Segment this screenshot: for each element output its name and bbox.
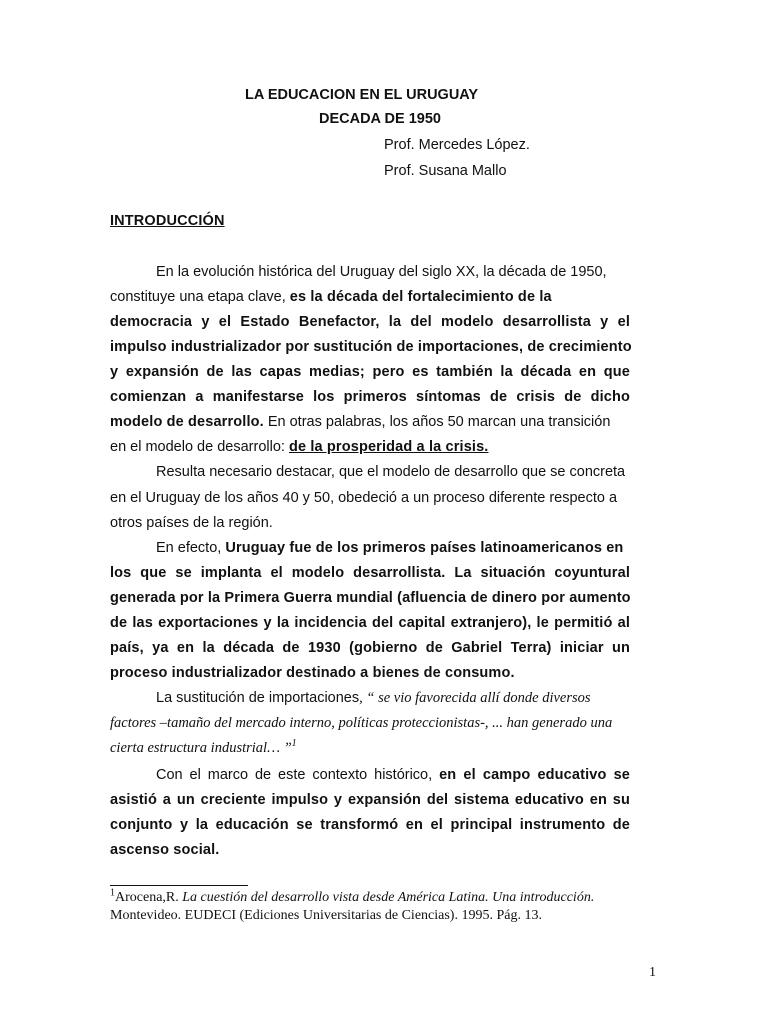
paragraph-line: conjunto y la educación se transformó en el principal instrumento de	[110, 817, 630, 833]
footnote-marker: 1	[110, 887, 115, 899]
footnote-line	[110, 889, 594, 907]
author-name: Prof. Susana Mallo	[384, 163, 507, 179]
document-title: LA EDUCACION EN EL URUGUAY	[245, 87, 479, 103]
bold-text-run: Uruguay fue de los primeros países latinoamericanos en	[225, 540, 624, 556]
paragraph-line: generada por la Primera Guerra mundial (afluencia de dinero por aumento	[110, 590, 631, 606]
paragraph-line: país, ya en la década de 1930 (gobierno de Gabriel Terra) iniciar un	[110, 640, 630, 656]
footnote-line: Montevideo. EUDECI (Ediciones Universitarias de Ciencias). 1995. Pág. 13.	[110, 908, 542, 923]
text-run: La sustitución de importaciones	[156, 690, 360, 706]
paragraph-line	[156, 689, 591, 707]
paragraph-line	[156, 539, 623, 557]
paragraph-line: comienzan a manifestarse los primeros síntomas de crisis de dicho	[110, 389, 630, 405]
footnote-separator	[110, 885, 248, 886]
bold-text-run: en el campo educativo se	[439, 767, 630, 783]
paragraph-line	[110, 413, 610, 431]
section-heading: INTRODUCCIÓN	[110, 213, 225, 229]
paragraph-line: proceso industrializador destinado a bienes de consumo.	[110, 665, 515, 681]
paragraph-line	[110, 288, 552, 306]
paragraph-line: factores –tamaño del mercado interno, políticas proteccionistas-, ... han generado una	[110, 715, 613, 731]
paragraph-line: En la evolución histórica del Uruguay del siglo XX, la década de 1950,	[156, 264, 607, 280]
text-run: en el modelo de desarrollo:	[110, 439, 289, 455]
paragraph-line: los que se implanta el modelo desarrollista. La situación coyuntural	[110, 565, 630, 581]
bold-text-run: modelo de desarrollo.	[110, 414, 264, 430]
paragraph-line: democracia y el Estado Benefactor, la del modelo desarrollista y el	[110, 314, 630, 330]
author-name: Prof. Mercedes López.	[384, 137, 530, 153]
italic-quote-run: cierta estructura industrial… ”	[110, 740, 292, 756]
paragraph-line: y expansión de las capas medias; pero es también la década en que	[110, 364, 630, 380]
document-subtitle: DECADA DE 1950	[319, 111, 441, 127]
paragraph-line: ascenso social.	[110, 842, 220, 858]
paragraph-line: asistió a un creciente impulso y expansión del sistema educativo en su	[110, 792, 630, 808]
text-run: Con el marco de este contexto histórico,	[156, 767, 440, 783]
footnote-title: La cuestión del desarrollo vista desde América Latina. Una introducción.	[182, 890, 595, 905]
paragraph-line: otros países de la región.	[110, 515, 273, 531]
bold-text-run: es la década del fortalecimiento de la	[289, 289, 552, 305]
paragraph-line: impulso industrializador por sustitución de importaciones, de crecimiento	[110, 339, 632, 355]
text-run: En efecto,	[156, 540, 226, 556]
page-number: 1	[649, 965, 656, 980]
paragraph-line	[156, 766, 630, 784]
text-run: constituye una etapa clave,	[110, 289, 290, 305]
italic-quote-run: , “ se vio favorecida allí donde diversos	[359, 690, 591, 706]
footnote-reference[interactable]: 1	[291, 738, 297, 750]
paragraph-line	[110, 438, 488, 456]
footnote-author: Arocena,R.	[115, 890, 183, 905]
paragraph-line: de las exportaciones y la incidencia del capital extranjero), le permitió al	[110, 615, 630, 631]
paragraph-line	[110, 739, 297, 757]
bold-underlined-text-run: de la prosperidad a la crisis.	[288, 439, 489, 455]
paragraph-line: en el Uruguay de los años 40 y 50, obedeció a un proceso diferente respecto a	[110, 490, 618, 506]
paragraph-line: Resulta necesario destacar, que el modelo de desarrollo que se concreta	[156, 464, 626, 480]
text-run: En otras palabras, los años 50 marcan una transición	[263, 414, 611, 430]
